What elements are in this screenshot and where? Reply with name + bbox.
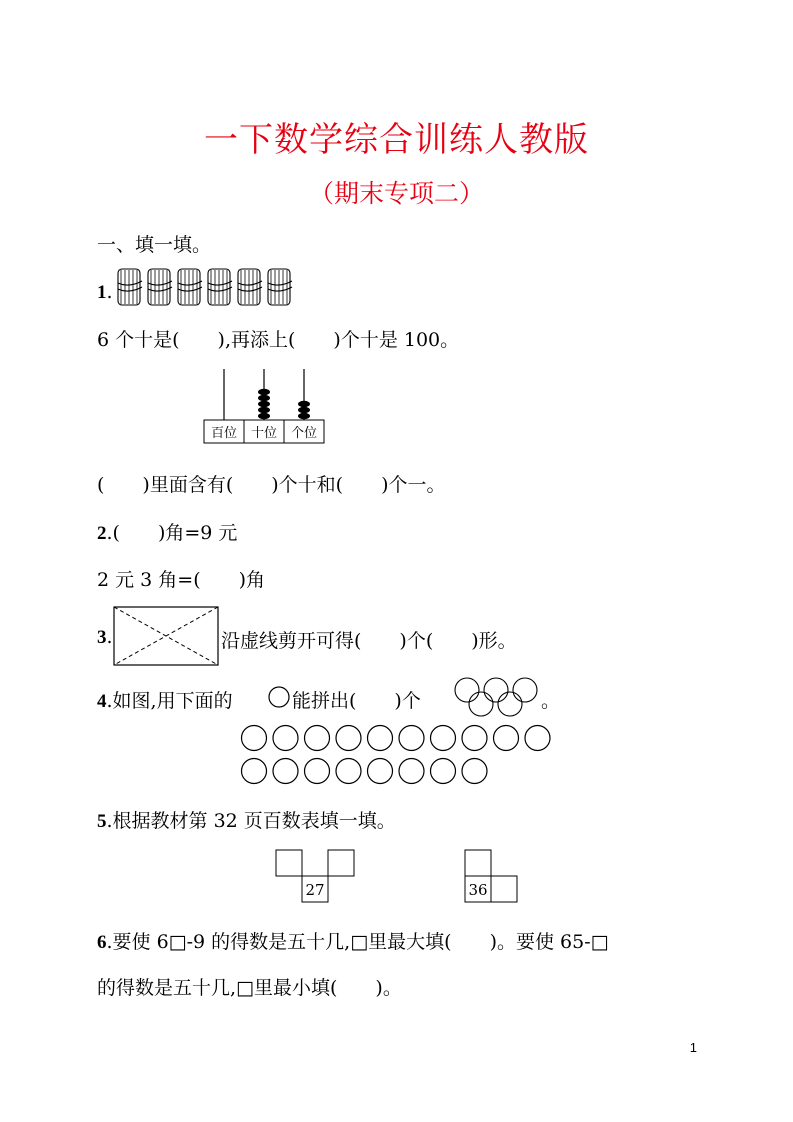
circle-piece — [462, 759, 487, 784]
abacus-bead — [258, 413, 270, 419]
abacus-label-hundreds: 百位 — [210, 426, 238, 441]
abacus-bead — [298, 407, 310, 413]
q2-line1 — [97, 518, 237, 545]
circle-piece — [273, 759, 298, 784]
ten-stick-bundle — [118, 269, 142, 305]
q1-number — [97, 281, 113, 304]
q4-text-c: 。 — [541, 690, 561, 712]
q6-line1-text: .要使 6□-9 的得数是五十几,□里最大填( )。要使 65-□ — [106, 931, 609, 953]
q6-line2: 的得数是五十几,□里最小填( )。 — [97, 977, 402, 999]
q6-line1 — [97, 927, 609, 954]
q2-line2: 2 元 3 角=( )角 — [97, 569, 266, 591]
abacus-bead — [258, 401, 270, 407]
grid-cell-value: 27 — [305, 881, 325, 899]
circle-piece — [399, 759, 424, 784]
q3-sep: . — [106, 626, 113, 648]
ten-stick-bundle — [148, 269, 172, 305]
circle-piece — [242, 726, 267, 751]
q4-text-b: 能拼出( )个 — [292, 690, 421, 712]
grid-cell-blank — [491, 876, 517, 902]
abacus-bead — [258, 389, 270, 395]
circle-piece — [431, 759, 456, 784]
circle-piece — [305, 759, 330, 784]
q4-num-label: 4 — [97, 691, 107, 712]
grid-cell-value: 36 — [468, 881, 488, 899]
ten-stick-bundle — [238, 269, 262, 305]
ten-bundles-image — [114, 265, 304, 307]
circle-piece — [368, 759, 393, 784]
q5-num-label: 5 — [97, 811, 107, 832]
q1-line2: ( )里面含有( )个十和( )个一。 — [97, 474, 446, 496]
q4-line — [97, 686, 233, 713]
q5-line — [97, 806, 396, 833]
grid-cell-blank — [328, 850, 354, 876]
circle-piece — [273, 726, 298, 751]
circle-piece — [336, 726, 361, 751]
abacus-bead — [258, 395, 270, 401]
abacus-bead — [298, 413, 310, 419]
q6-num-label: 6 — [97, 932, 107, 953]
hundred-chart-fragment-1 — [274, 848, 358, 904]
abacus-label-tens: 十位 — [250, 426, 278, 441]
abacus-bead — [258, 407, 270, 413]
q3-text: 沿虚线剪开可得( )个( )形。 — [221, 630, 517, 652]
circle-piece — [494, 726, 519, 751]
page-subtitle: （期末专项二） — [308, 179, 484, 208]
q5-text: .根据教材第 32 页百数表填一填。 — [106, 810, 396, 832]
circle-piece — [242, 759, 267, 784]
circle-pieces-grid — [238, 722, 560, 788]
q3-num-label: 3 — [97, 627, 107, 648]
q3-number — [97, 626, 113, 649]
ten-stick-bundle — [178, 269, 202, 305]
olympic-rings-icon — [450, 676, 545, 718]
grid-cell-blank — [276, 850, 302, 876]
circle-piece — [368, 726, 393, 751]
q1-line1: 6 个十是( ),再添上( )个十是 100。 — [97, 329, 460, 351]
page-title: 一下数学综合训练人教版 — [204, 120, 589, 160]
abacus — [200, 365, 328, 447]
circle-piece — [462, 726, 487, 751]
section-heading: 一、填一填。 — [97, 234, 212, 256]
circle-piece — [336, 759, 361, 784]
page-number: 1 — [689, 1040, 697, 1055]
circle-piece — [525, 726, 550, 751]
grid-cell-blank — [465, 850, 491, 876]
hundred-chart-fragment-2 — [463, 848, 523, 904]
circle-icon — [267, 684, 291, 710]
circle-piece — [399, 726, 424, 751]
q4-text-a: .如图,用下面的 — [106, 690, 233, 712]
q1-sep: . — [106, 281, 113, 303]
ten-stick-bundle — [208, 269, 232, 305]
rectangle-dashed-diagonals — [112, 605, 220, 667]
circle-piece — [431, 726, 456, 751]
q2-num-label: 2 — [97, 523, 107, 544]
abacus-label-ones: 个位 — [290, 426, 318, 441]
ten-stick-bundle — [268, 269, 292, 305]
abacus-bead — [298, 401, 310, 407]
q2-line1-text: .( )角=9 元 — [106, 522, 238, 544]
q1-num-label: 1 — [97, 282, 107, 303]
circle-piece — [305, 726, 330, 751]
